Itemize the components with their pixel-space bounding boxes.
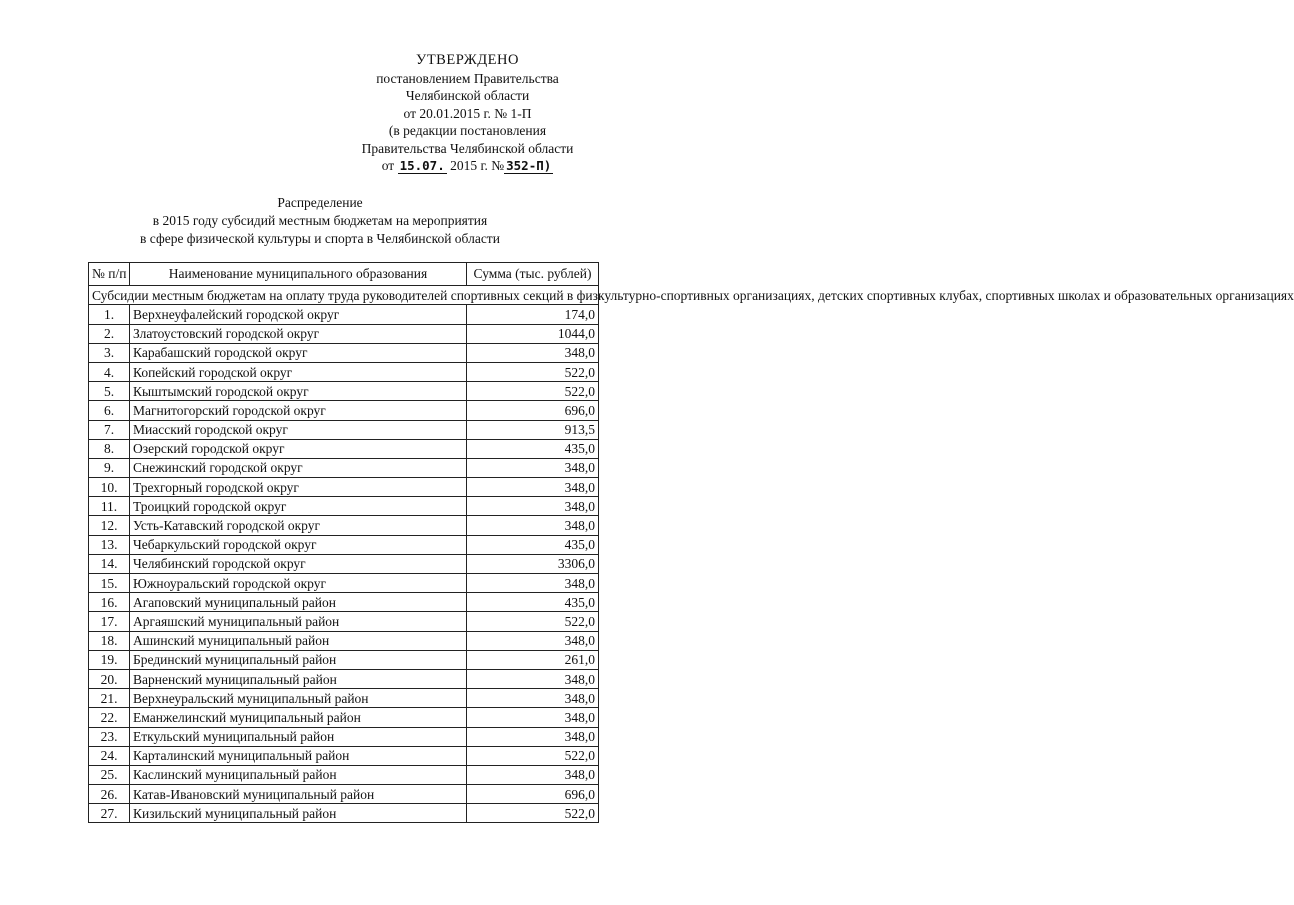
row-number: 13. bbox=[89, 535, 130, 554]
approval-title: УТВЕРЖДЕНО bbox=[416, 52, 519, 68]
row-number: 26. bbox=[89, 785, 130, 804]
table-row bbox=[89, 574, 599, 593]
row-number: 18. bbox=[89, 631, 130, 650]
row-number: 3. bbox=[89, 343, 130, 362]
row-number: 17. bbox=[89, 612, 130, 631]
row-name: Снежинский городской округ bbox=[130, 458, 467, 477]
row-name: Кизильский муниципальный район bbox=[130, 804, 467, 823]
table-row bbox=[89, 382, 599, 401]
approval-stamp bbox=[330, 52, 605, 175]
row-number: 7. bbox=[89, 420, 130, 439]
table-row bbox=[89, 516, 599, 535]
table-row bbox=[89, 497, 599, 516]
row-number: 22. bbox=[89, 708, 130, 727]
table-row bbox=[89, 689, 599, 708]
row-number: 6. bbox=[89, 401, 130, 420]
distribution-table bbox=[88, 262, 1294, 823]
row-number: 11. bbox=[89, 497, 130, 516]
table-row bbox=[89, 401, 599, 420]
row-number: 20. bbox=[89, 669, 130, 688]
row-sum: 348,0 bbox=[467, 765, 599, 784]
approval-line: Челябинской области bbox=[405, 88, 530, 103]
table-row bbox=[89, 420, 599, 439]
table-row bbox=[89, 593, 599, 612]
row-sum: 3306,0 bbox=[467, 554, 599, 573]
row-sum: 261,0 bbox=[467, 650, 599, 669]
row-name: Карталинский муниципальный район bbox=[130, 746, 467, 765]
row-number: 23. bbox=[89, 727, 130, 746]
heading-line: в 2015 году субсидий местным бюджетам на мероприятия bbox=[152, 213, 488, 228]
row-sum: 435,0 bbox=[467, 593, 599, 612]
handwritten-number: 352-П) bbox=[506, 158, 552, 173]
section-title: Субсидии местным бюджетам на оплату труда руководителей спортивных секций в физкультурно-спортивных организациях, детских спортивных клубах, спортивных школах и образовательных организациях bbox=[89, 286, 599, 305]
row-name: Копейский городской округ bbox=[130, 362, 467, 381]
row-sum: 348,0 bbox=[467, 497, 599, 516]
row-name: Златоустовский городской округ bbox=[130, 324, 467, 343]
row-sum: 696,0 bbox=[467, 785, 599, 804]
row-name: Еманжелинский муниципальный район bbox=[130, 708, 467, 727]
document-heading bbox=[70, 194, 570, 248]
table-row bbox=[89, 478, 599, 497]
row-name: Троицкий городской округ bbox=[130, 497, 467, 516]
row-name: Варненский муниципальный район bbox=[130, 669, 467, 688]
row-name: Брединский муниципальный район bbox=[130, 650, 467, 669]
row-sum: 522,0 bbox=[467, 746, 599, 765]
table-header-row bbox=[89, 263, 599, 286]
row-name: Челябинский городской округ bbox=[130, 554, 467, 573]
row-name: Магнитогорский городской округ bbox=[130, 401, 467, 420]
row-sum: 913,5 bbox=[467, 420, 599, 439]
heading-line: в сфере физической культуры и спорта в Челябинской области bbox=[140, 231, 500, 246]
approval-line: постановлением Правительства bbox=[376, 70, 559, 86]
row-sum: 696,0 bbox=[467, 401, 599, 420]
row-name: Еткульский муниципальный район bbox=[130, 727, 467, 746]
section-row bbox=[89, 286, 599, 305]
row-number: 24. bbox=[89, 746, 130, 765]
row-number: 8. bbox=[89, 439, 130, 458]
row-sum: 348,0 bbox=[467, 727, 599, 746]
table-row bbox=[89, 727, 599, 746]
row-sum: 348,0 bbox=[467, 458, 599, 477]
row-name: Южноуральский городской округ bbox=[130, 574, 467, 593]
row-sum: 348,0 bbox=[467, 631, 599, 650]
row-sum: 348,0 bbox=[467, 343, 599, 362]
row-sum: 348,0 bbox=[467, 669, 599, 688]
row-number: 1. bbox=[89, 305, 130, 324]
heading-title: Распределение bbox=[277, 195, 363, 210]
approval-amendment-date bbox=[330, 157, 605, 175]
row-sum: 522,0 bbox=[467, 612, 599, 631]
table-row bbox=[89, 612, 599, 631]
table-row bbox=[89, 785, 599, 804]
row-number: 14. bbox=[89, 554, 130, 573]
row-number: 10. bbox=[89, 478, 130, 497]
table-row bbox=[89, 650, 599, 669]
row-name: Верхнеуфалейский городской округ bbox=[130, 305, 467, 324]
table-row bbox=[89, 305, 599, 324]
row-name: Катав-Ивановский муниципальный район bbox=[130, 785, 467, 804]
row-number: 15. bbox=[89, 574, 130, 593]
row-sum: 435,0 bbox=[467, 439, 599, 458]
row-name: Агаповский муниципальный район bbox=[130, 593, 467, 612]
row-sum: 522,0 bbox=[467, 382, 599, 401]
row-sum: 348,0 bbox=[467, 516, 599, 535]
row-name: Чебаркульский городской округ bbox=[130, 535, 467, 554]
table-row bbox=[89, 554, 599, 573]
header-number: № п/п bbox=[89, 263, 130, 286]
row-number: 19. bbox=[89, 650, 130, 669]
row-number: 27. bbox=[89, 804, 130, 823]
row-sum: 348,0 bbox=[467, 708, 599, 727]
approval-line: от 20.01.2015 г. № 1-П bbox=[403, 105, 532, 121]
row-name: Верхнеуральский муниципальный район bbox=[130, 689, 467, 708]
header-sum: Сумма (тыс. рублей) bbox=[467, 263, 599, 286]
row-number: 12. bbox=[89, 516, 130, 535]
row-sum: 435,0 bbox=[467, 535, 599, 554]
table-row bbox=[89, 708, 599, 727]
date-prefix: от bbox=[381, 158, 395, 173]
approval-line: Правительства Челябинской области bbox=[361, 140, 574, 156]
row-name: Трехгорный городской округ bbox=[130, 478, 467, 497]
table-row bbox=[89, 535, 599, 554]
table-row bbox=[89, 631, 599, 650]
row-sum: 348,0 bbox=[467, 478, 599, 497]
table-row bbox=[89, 439, 599, 458]
row-number: 5. bbox=[89, 382, 130, 401]
row-sum: 174,0 bbox=[467, 305, 599, 324]
table-row bbox=[89, 324, 599, 343]
row-name: Кыштымский городской округ bbox=[130, 382, 467, 401]
row-number: 25. bbox=[89, 765, 130, 784]
row-name: Миасский городской округ bbox=[130, 420, 467, 439]
table-row bbox=[89, 746, 599, 765]
row-number: 16. bbox=[89, 593, 130, 612]
header-name: Наименование муниципального образования bbox=[130, 263, 467, 286]
row-sum: 522,0 bbox=[467, 804, 599, 823]
row-number: 9. bbox=[89, 458, 130, 477]
handwritten-date: 15.07. bbox=[399, 158, 445, 173]
table-row bbox=[89, 765, 599, 784]
row-number: 2. bbox=[89, 324, 130, 343]
table-row bbox=[89, 362, 599, 381]
row-name: Аргаяшский муниципальный район bbox=[130, 612, 467, 631]
row-number: 4. bbox=[89, 362, 130, 381]
date-year: 2015 г. № bbox=[450, 158, 505, 173]
row-sum: 348,0 bbox=[467, 689, 599, 708]
row-name: Карабашский городской округ bbox=[130, 343, 467, 362]
table-row bbox=[89, 804, 599, 823]
row-name: Усть-Катавский городской округ bbox=[130, 516, 467, 535]
row-sum: 522,0 bbox=[467, 362, 599, 381]
row-sum: 1044,0 bbox=[467, 324, 599, 343]
row-name: Ашинский муниципальный район bbox=[130, 631, 467, 650]
row-sum: 348,0 bbox=[467, 574, 599, 593]
table-row bbox=[89, 458, 599, 477]
row-name: Озерский городской округ bbox=[130, 439, 467, 458]
table-row bbox=[89, 669, 599, 688]
table-row bbox=[89, 343, 599, 362]
row-name: Каслинский муниципальный район bbox=[130, 765, 467, 784]
row-number: 21. bbox=[89, 689, 130, 708]
approval-line: (в редакции постановления bbox=[388, 123, 547, 138]
